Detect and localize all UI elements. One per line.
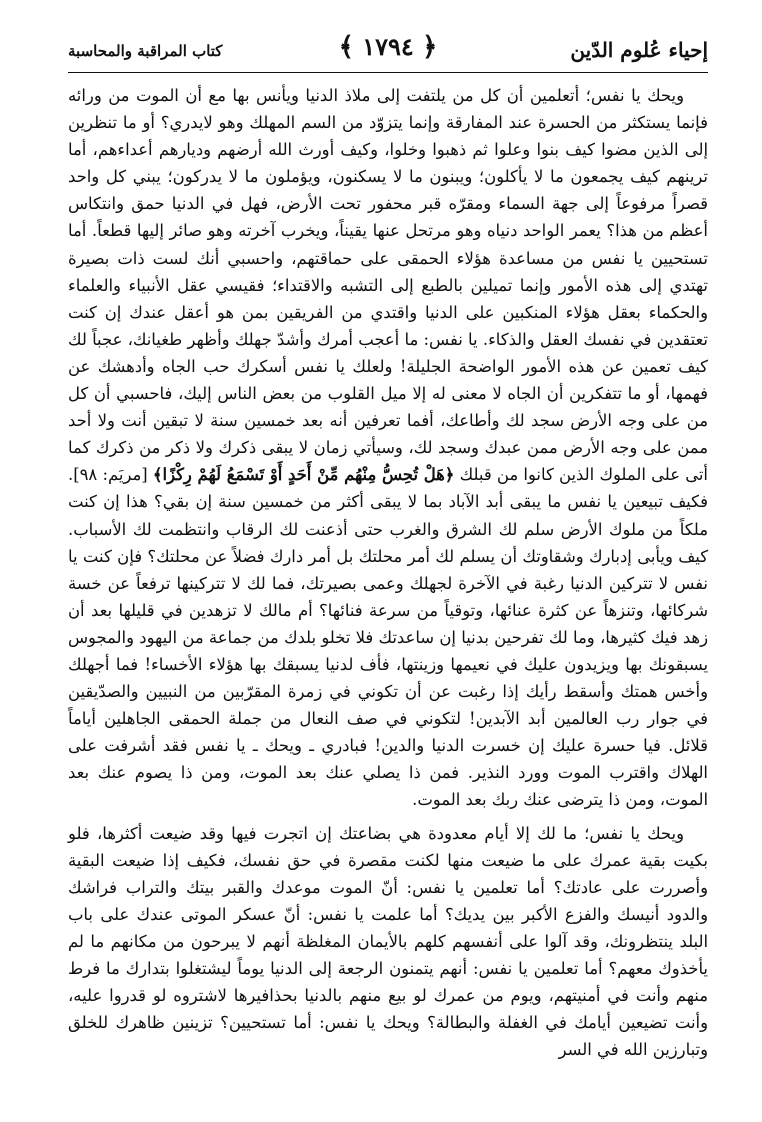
ornament-bracket-left: ﴿: [422, 32, 438, 62]
page-header: [68, 28, 708, 72]
paragraph-text: [مريَم: ٩٨]. فكيف تبيعين يا نفس ما يبقى أبد الآباد بما لا يبقى أكثر من خمسين سنة إن بقي؟ هذا إن كنت ملكاً من ملوك الأرض سلم لك الشرق والغرب حتى أذعنت لك الرقاب وانتظمت لك الأسباب. كيف ويأبى إدبارك وشقاوتك أن يسلم لك أمر محلتك بل أمر دارك فضلاً عن محلتك؟ فإن كنت يا نفس لا تتركين الدنيا رغبة في الآخرة لجهلك وعمى بصيرتك، فما لك لا تتركينها ترفعاً عن خسة شركائها، وتنزهاً عن كثرة عنائها، وتوقياً من سرعة فنائها؟ أم مالك لا تزهدين في قليلها بعد أن زهد فيك كثيرها، وما لك تفرحين بدنيا إن ساعدتك فلا تخلو بلدك من جماعة من اليهود والمجوس يسبقونك بها ويزيدون عليك في نعيمها وزينتها، فأف لدنيا يسبقك بها هؤلاء الأخساء! فما أجهلك وأخس همتك وأسقط رأيك إذا رغبت عن أن تكوني في زمرة المقرّبين من النبيين والصدّيقين في جوار رب العالمين أبد الآبدين! لتكوني في صف النعال من جملة الحمقى الجاهلين أياماً قلائل. فيا حسرة عليك إن خسرت الدنيا والدين! فبادري ـ ويحك ـ يا نفس فقد أشرفت على الهلاك واقترب الموت وورد النذير. فمن ذا يصلي عنك بعد الموت، ومن ذا يصوم عنك بعد الموت، ومن ذا يترضى عنك ربك بعد الموت.: [68, 465, 708, 810]
book-title: إحياء عُلوم الدّين: [570, 38, 708, 62]
paragraph: [68, 820, 708, 1064]
page-body: [68, 82, 708, 1063]
header-divider: [68, 72, 708, 73]
page-number: ١٧٩٤: [362, 32, 414, 61]
page-number-block: [339, 32, 438, 62]
paragraph-text: ويحك يا نفس؛ ما لك إلا أيام معدودة هي بضاعتك إن اتجرت فيها وقد ضيعت أكثرها، فلو بكيت بقية عمرك على ما ضيعت منها لكنت مقصرة في حق نفسك، فكيف إذا ضيعت البقية وأصررت على عادتك؟ أما تعلمين يا نفس: أنّ الموت موعدك والقبر بيتك والتراب فراشك والدود أنيسك والفزع الأكبر بين يديك؟ أما علمت يا نفس: أنّ عسكر الموتى عندك على باب البلد ينتظرونك، وقد آلوا على أنفسهم كلهم بالأيمان المغلظة أنهم لا يبرحون من مكانهم ما لم يأخذوك معهم؟ أما تعلمين يا نفس: أنهم يتمنون الرجعة إلى الدنيا يوماً ليشتغلوا بتدارك ما فرط منهم وأنت في أمنيتهم، ويوم من عمرك لو بيع منهم بالدنيا بحذافيرها لاشتروه لو قدروا عليه، وأنت تضيعين أيامك في الغفلة والبطالة؟ ويحك يا نفس: أما تستحيين؟ تزينين ظاهرك للخلق وتبارزين الله في السر: [68, 823, 708, 1060]
paragraph-text: ويحك يا نفس؛ أتعلمين أن كل من يلتفت إلى ملاذ الدنيا ويأنس بها مع أن الموت من ورائه فإنما يستكثر من الحسرة عند المفارقة وإنما يتزوّد من السم المهلك وهو لايدري؟ أو ما تنظرين إلى الذين مضوا كيف بنوا وعلوا ثم ذهبوا وخلوا، وكيف أورث الله أرضهم وديارهم أعداءهم، أما ترينهم كيف يجمعون ما لا يأكلون؛ ويبنون ما لا يسكنون، ويؤملون ما لا يدركون؛ يبني كل واحد قصراً مرفوعاً إلى جهة السماء ومقرّه قبر محفور تحت الأرض، فهل في الدنيا حمق وانتكاس أعظم من هذا؟ يعمر الواحد دنياه وهو مرتحل عنها يقيناً، ويخرب آخرته وهو صائر إليها قطعاً. أما تستحيين يا نفس من مساعدة هؤلاء الحمقى على حماقتهم، واحسبي أنك لست ذات بصيرة تهتدي إلى هذه الأمور وإنما تميلين بالطبع إلى التشبه والاقتداء؛ فقيسي عقل الأنبياء والعلماء والحكماء بعقل هؤلاء المنكبين على الدنيا واقتدي من الفريقين بمن هو أعقل عندك إن كنت تعتقدين في نفسك العقل والذكاء. يا نفس: ما أعجب أمرك وأشدّ جهلك وأظهر طغيانك، عجباً لك كيف تعمين عن هذه الأمور الواضحة الجليلة! ولعلك يا نفس أسكرك حب الجاه وأدهشك عن فهمها، أو ما تتفكرين أن الجاه لا معنى له إلا ميل القلوب من بعض الناس إليك، فاحسبي أن كل من على وجه الأرض سجد لك وأطاعك، أفما تعرفين أنه بعد خمسين سنة لا تبقين أنت ولا أحد ممن على وجه الأرض ممن عبدك وسجد لك، وسيأتي زمان لا يبقى ذكرك ولا ذكر من ذكرك كما أتى على الملوك الذين كانوا من قبلك: [68, 86, 708, 485]
paragraph: [68, 82, 708, 814]
ornament-bracket-right: ﴾: [338, 32, 354, 62]
quran-verse: ﴿هَلْ تُحِسُّ مِنْهُم مِّنْ أَحَدٍ أَوْ تَسْمَعُ لَهُمْ رِكْزًا﴾: [152, 465, 455, 485]
chapter-title: كتاب المراقبة والمحاسبة: [68, 42, 223, 60]
document-page: [68, 28, 708, 1108]
